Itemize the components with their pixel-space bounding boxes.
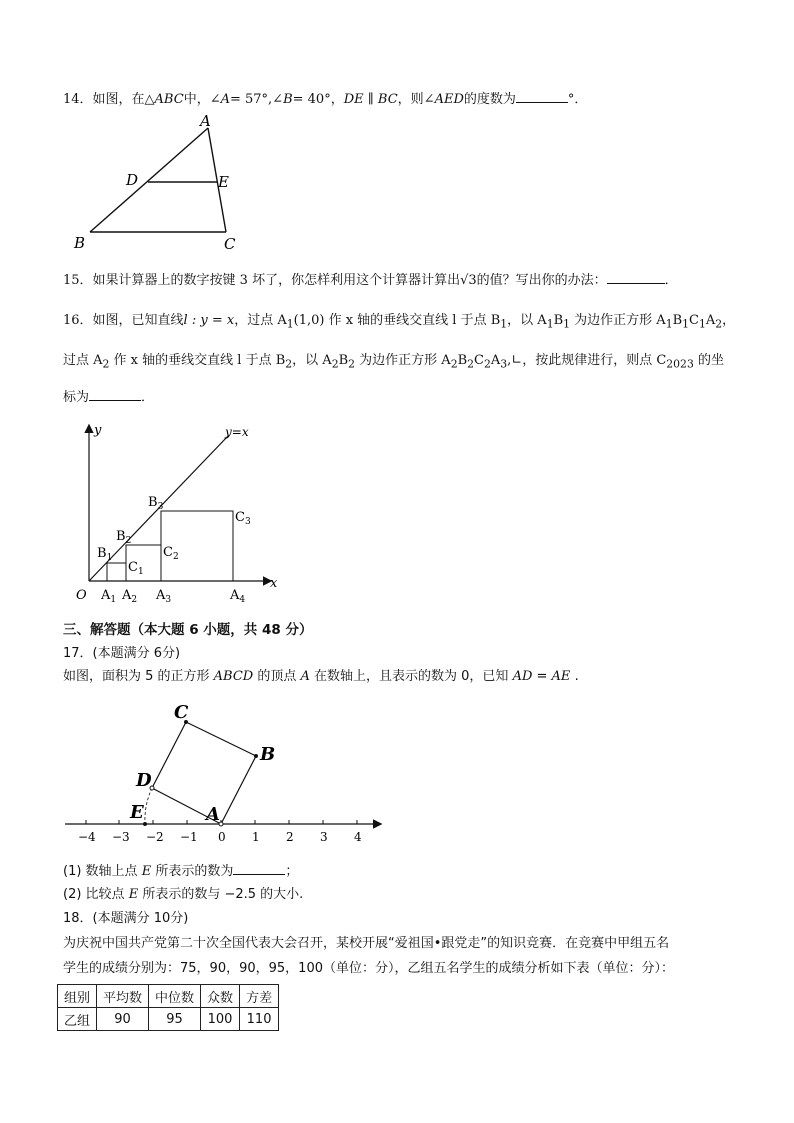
- q14-answer-blank[interactable]: [516, 90, 568, 103]
- svg-text:x: x: [270, 576, 278, 591]
- q14-label-E: E: [218, 173, 229, 191]
- svg-text:4: 4: [354, 830, 362, 844]
- svg-text:A: A: [206, 804, 220, 825]
- q17-sub2: (2) 比较点 E 所表示的数与 −2.5 的大小.: [63, 887, 304, 902]
- svg-text:y: y: [94, 423, 102, 438]
- table-header-cell: 方差: [240, 985, 279, 1008]
- svg-text:O: O: [76, 588, 87, 603]
- q17-body: 如图，面积为 5 的正方形 ABCD 的顶点 A 在数轴上，且表示的数为 0，已知 AD = AE .: [63, 669, 579, 684]
- table-cell: 乙组: [58, 1008, 97, 1031]
- svg-text:D: D: [136, 770, 152, 791]
- table-cell: 95: [149, 1008, 201, 1031]
- svg-text:3: 3: [320, 830, 328, 844]
- q18-head: 18．(本题满分 10分): [63, 911, 189, 926]
- q14-label-B: B: [74, 234, 86, 252]
- svg-text:A4: $A_4$: [230, 588, 246, 605]
- svg-text:E: E: [130, 802, 144, 823]
- svg-text:B3: $B_3$: [148, 495, 164, 512]
- svg-text:C2: $C_2$: [163, 545, 179, 562]
- table-header-cell: 组别: [58, 985, 97, 1008]
- q16-answer-blank[interactable]: [89, 388, 141, 401]
- q17-numberline-figure: [60, 696, 390, 846]
- svg-text:A1: $A_1$: [101, 588, 117, 605]
- q17-sub1: (1) 数轴上点 E 所表示的数为 ；: [63, 864, 299, 879]
- q14-label-D: D: [126, 171, 139, 189]
- q14-text: 14．如图，在△ABC中，∠A= 57°,∠B= 40°，DE ∥ BC，则∠AED的度数为 °．: [63, 92, 588, 107]
- svg-text:B2: $B_2$: [116, 529, 132, 546]
- svg-text:1: 1: [252, 830, 260, 844]
- svg-text:0: 0: [218, 830, 226, 844]
- table-cell: 100: [201, 1008, 240, 1031]
- svg-text:C3: $C_3$: [235, 510, 251, 527]
- svg-text:−3: −3: [112, 830, 130, 844]
- q16-line2: 过点 $A_2$ 作 x 轴的垂线交直线 l 于点 $B_2$，以 $A_2B_2$ 为边作正方形 $A_2B_2C_2A_3,∟$，按此规律进行，则点 $C_{2023}$ 的坐: [63, 353, 724, 371]
- svg-text:2: 2: [286, 830, 294, 844]
- q17-answer-blank[interactable]: [233, 862, 285, 875]
- svg-text:−1: −1: [180, 830, 198, 844]
- table-header-cell: 众数: [201, 985, 240, 1008]
- q16-staircase-figure: [60, 418, 290, 606]
- svg-text:A2: $A_2$: [122, 588, 138, 605]
- table-header-cell: 中位数: [149, 985, 201, 1008]
- svg-text:−4: −4: [78, 830, 96, 844]
- q14-label-A: A: [200, 112, 211, 130]
- table-cell: 90: [97, 1008, 149, 1031]
- svg-text:C1: $C_1$: [128, 560, 144, 577]
- svg-text:−2: −2: [146, 830, 164, 844]
- q14-triangle-figure: [60, 108, 260, 258]
- q18-score-table: [57, 984, 279, 1031]
- svg-text:C: C: [174, 702, 189, 723]
- table-cell: 110: [240, 1008, 279, 1031]
- q18-line2: 学生的成绩分别为：75，90，90，95，100（单位：分），乙组五名学生的成绩分析如下表（单位：分）：: [63, 961, 674, 976]
- svg-text:B1: $B_1$: [97, 546, 113, 563]
- q16-line1: 16．如图，已知直线l : y = x，过点 $A_1(1,0)$ 作 x 轴的垂线交直线 l 于点 $B_1$，以 $A_1B_1$ 为边作正方形 $A_1B_1C_1A_2$，: [63, 313, 736, 331]
- table-header-row: [58, 985, 279, 1008]
- svg-text:y=x: y=x: [225, 425, 249, 439]
- svg-text:B: B: [260, 744, 276, 765]
- q18-line1: 为庆祝中国共产党第二十次全国代表大会召开，某校开展“爱祖国•跟党走”的知识竞赛．在竞赛中甲组五名: [63, 936, 670, 951]
- table-row: [58, 1008, 279, 1031]
- section-3-title: 三、解答题（本大题 6 小题，共 48 分）: [63, 622, 313, 638]
- svg-text:A3: $A_3$: [156, 588, 172, 605]
- q15-answer-blank[interactable]: [607, 271, 665, 284]
- q17-head: 17．(本题满分 6分): [63, 646, 181, 661]
- q14-label-C: C: [224, 235, 236, 253]
- q16-line3: 标为 ．: [63, 390, 155, 405]
- table-header-cell: 平均数: [97, 985, 149, 1008]
- q15-text: 15．如果计算器上的数字按键 3 坏了，你怎样利用这个计算器计算出√3的值？写出你的办法： ．: [63, 273, 678, 288]
